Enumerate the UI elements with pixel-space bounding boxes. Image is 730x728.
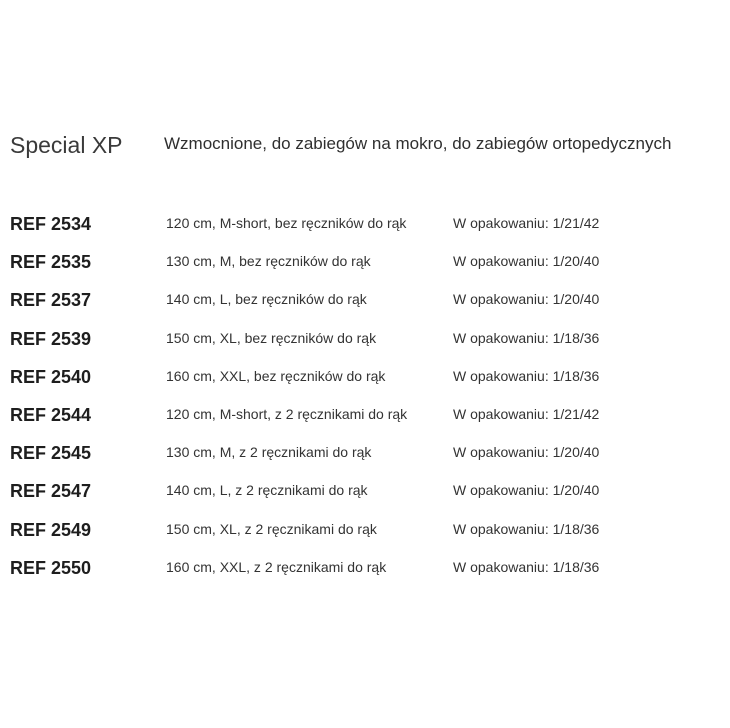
reference-description: 160 cm, XXL, bez ręczników do rąk <box>166 367 386 384</box>
package-quantity: W opakowaniu: 1/20/40 <box>453 253 600 270</box>
reference-description: 120 cm, M-short, z 2 ręcznikami do rąk <box>166 405 408 422</box>
reference-row <box>10 210 730 248</box>
package-quantity: W opakowaniu: 1/21/42 <box>453 215 600 231</box>
product-header <box>10 132 730 166</box>
reference-description: 150 cm, XL, z 2 ręcznikami do rąk <box>166 520 377 537</box>
reference-row <box>10 363 730 401</box>
reference-row <box>10 439 730 477</box>
reference-row <box>10 554 730 592</box>
package-quantity: W opakowaniu: 1/18/36 <box>453 367 600 384</box>
reference-code: REF 2535 <box>10 252 92 273</box>
reference-list <box>10 210 730 592</box>
reference-description: 120 cm, M-short, bez ręczników do rąk <box>166 215 407 231</box>
product-name: Special XP <box>10 132 123 158</box>
reference-code: REF 2547 <box>10 481 92 502</box>
reference-code: REF 2540 <box>10 366 92 387</box>
reference-code: REF 2537 <box>10 290 92 311</box>
reference-description: 130 cm, M, z 2 ręcznikami do rąk <box>166 444 372 461</box>
package-quantity: W opakowaniu: 1/20/40 <box>453 291 600 308</box>
reference-description: 150 cm, XL, bez ręczników do rąk <box>166 329 377 346</box>
package-quantity: W opakowaniu: 1/18/36 <box>453 558 600 575</box>
reference-description: 140 cm, L, z 2 ręcznikami do rąk <box>166 482 368 499</box>
reference-row <box>10 248 730 286</box>
reference-code: REF 2545 <box>10 443 92 464</box>
reference-code: REF 2534 <box>10 214 92 234</box>
package-quantity: W opakowaniu: 1/20/40 <box>453 482 600 499</box>
reference-description: 160 cm, XXL, z 2 ręcznikami do rąk <box>166 558 387 575</box>
reference-code: REF 2544 <box>10 404 92 425</box>
package-quantity: W opakowaniu: 1/18/36 <box>453 520 600 537</box>
package-quantity: W opakowaniu: 1/21/42 <box>453 405 600 422</box>
reference-row <box>10 401 730 439</box>
reference-description: 140 cm, L, bez ręczników do rąk <box>166 291 367 308</box>
package-quantity: W opakowaniu: 1/20/40 <box>453 444 600 461</box>
reference-code: REF 2539 <box>10 328 92 349</box>
reference-row <box>10 477 730 515</box>
package-quantity: W opakowaniu: 1/18/36 <box>453 329 600 346</box>
reference-row <box>10 325 730 363</box>
reference-row <box>10 286 730 324</box>
reference-description: 130 cm, M, bez ręczników do rąk <box>166 253 371 270</box>
reference-code: REF 2549 <box>10 519 92 540</box>
product-description: Wzmocnione, do zabiegów na mokro, do zabiegów ortopedycznych <box>164 134 672 153</box>
reference-row <box>10 516 730 554</box>
reference-code: REF 2550 <box>10 557 92 578</box>
